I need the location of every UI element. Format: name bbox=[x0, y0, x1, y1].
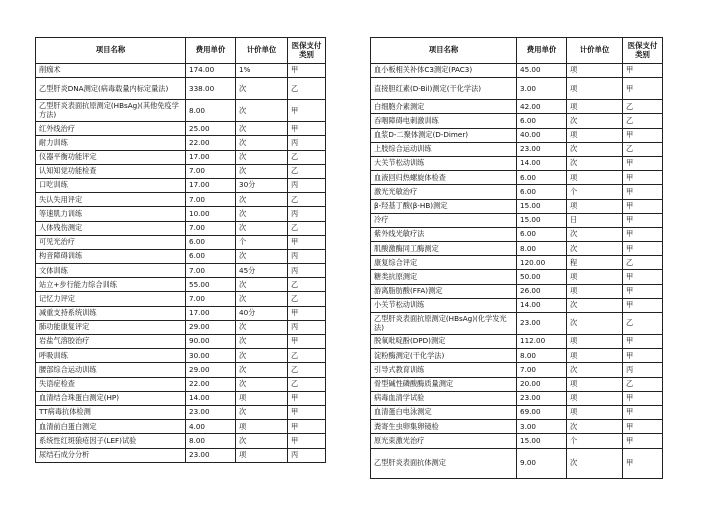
table-row bbox=[36, 78, 326, 100]
item-name-cell: 系统性红斑狼疮因子(LEF)试验 bbox=[36, 434, 186, 448]
item-name-cell: 削痂术 bbox=[36, 64, 186, 78]
item-name-cell: 尿结石成分分析 bbox=[36, 448, 186, 462]
table-row bbox=[371, 284, 663, 298]
table-row bbox=[36, 391, 326, 405]
table-row bbox=[36, 434, 326, 448]
item-name-cell: 乙型肝炎表面抗原测定(HBsAg)(其他免疫学方法) bbox=[36, 100, 186, 122]
pricing-unit-cell: 40分 bbox=[236, 306, 288, 320]
insurance-category-cell: 甲 bbox=[623, 405, 663, 419]
item-name-cell: 呼吸训练 bbox=[36, 349, 186, 363]
table-row bbox=[36, 122, 326, 136]
unit-price-cell: 17.00 bbox=[186, 306, 236, 320]
table-row bbox=[36, 100, 326, 122]
insurance-category-cell: 乙 bbox=[288, 193, 326, 207]
table-row bbox=[36, 64, 326, 78]
unit-price-cell: 69.00 bbox=[517, 405, 567, 419]
table-row bbox=[36, 193, 326, 207]
unit-price-cell: 42.00 bbox=[517, 100, 567, 114]
insurance-category-cell: 丙 bbox=[623, 363, 663, 377]
unit-price-cell: 7.00 bbox=[186, 264, 236, 278]
unit-price-cell: 6.00 bbox=[517, 227, 567, 241]
pricing-unit-cell: 项 bbox=[567, 284, 623, 298]
table-row bbox=[371, 114, 663, 128]
item-name-cell: 小关节松动训练 bbox=[371, 298, 517, 312]
item-name-cell: 岩盐气溶胶治疗 bbox=[36, 335, 186, 349]
table-row bbox=[371, 199, 663, 213]
insurance-category-cell: 甲 bbox=[288, 64, 326, 78]
left-fee-table bbox=[35, 37, 326, 463]
item-name-cell: 红外线治疗 bbox=[36, 122, 186, 136]
table-row bbox=[371, 213, 663, 227]
header-item-name: 项目名称 bbox=[36, 38, 186, 64]
pricing-unit-cell: 次 bbox=[236, 377, 288, 391]
insurance-category-cell: 甲 bbox=[623, 213, 663, 227]
table-row bbox=[36, 306, 326, 320]
item-name-cell: 记忆力评定 bbox=[36, 292, 186, 306]
insurance-category-cell: 乙 bbox=[288, 221, 326, 235]
unit-price-cell: 6.00 bbox=[517, 185, 567, 199]
pricing-unit-cell: 次 bbox=[567, 142, 623, 156]
unit-price-cell: 8.00 bbox=[517, 242, 567, 256]
item-name-cell: 吞咽障碍电刺激训练 bbox=[371, 114, 517, 128]
table-row bbox=[36, 377, 326, 391]
table-row bbox=[36, 164, 326, 178]
unit-price-cell: 15.00 bbox=[517, 213, 567, 227]
insurance-category-cell: 乙 bbox=[288, 363, 326, 377]
insurance-category-cell: 乙 bbox=[288, 292, 326, 306]
insurance-category-cell: 甲 bbox=[288, 335, 326, 349]
insurance-category-cell: 丙 bbox=[288, 136, 326, 150]
unit-price-cell: 23.00 bbox=[186, 405, 236, 419]
unit-price-cell: 3.00 bbox=[517, 420, 567, 434]
table-row bbox=[371, 363, 663, 377]
table-row bbox=[371, 313, 663, 335]
item-name-cell: 病毒血清学试验 bbox=[371, 391, 517, 405]
item-name-cell: 紫外线光敏疗法 bbox=[371, 227, 517, 241]
table-row bbox=[36, 335, 326, 349]
unit-price-cell: 25.00 bbox=[186, 122, 236, 136]
insurance-category-cell: 甲 bbox=[288, 434, 326, 448]
header-insurance-category: 医保支付类别 bbox=[288, 38, 326, 64]
item-name-cell: 康复综合评定 bbox=[371, 256, 517, 270]
unit-price-cell: 6.00 bbox=[186, 235, 236, 249]
pricing-unit-cell: 项 bbox=[567, 171, 623, 185]
table-row bbox=[36, 178, 326, 192]
table-row bbox=[36, 448, 326, 462]
item-name-cell: 原光束激光治疗 bbox=[371, 434, 517, 448]
insurance-category-cell: 乙 bbox=[288, 164, 326, 178]
pricing-unit-cell: 个 bbox=[236, 235, 288, 249]
header-item-name: 项目名称 bbox=[371, 38, 517, 64]
header-pricing-unit: 计价单位 bbox=[567, 38, 623, 64]
insurance-category-cell: 乙 bbox=[623, 313, 663, 335]
pricing-unit-cell: 项 bbox=[567, 78, 623, 100]
unit-price-cell: 4.00 bbox=[186, 420, 236, 434]
unit-price-cell: 14.00 bbox=[517, 156, 567, 170]
insurance-category-cell: 甲 bbox=[623, 448, 663, 478]
unit-price-cell: 7.00 bbox=[186, 292, 236, 306]
unit-price-cell: 26.00 bbox=[517, 284, 567, 298]
item-name-cell: 腰部综合运动训练 bbox=[36, 363, 186, 377]
pricing-unit-cell: 项 bbox=[236, 448, 288, 462]
table-row bbox=[36, 349, 326, 363]
insurance-category-cell: 乙 bbox=[288, 278, 326, 292]
insurance-category-cell: 乙 bbox=[623, 114, 663, 128]
header-insurance-category: 医保支付类别 bbox=[623, 38, 663, 64]
insurance-category-cell: 甲 bbox=[623, 227, 663, 241]
item-name-cell: 文体训练 bbox=[36, 264, 186, 278]
unit-price-cell: 14.00 bbox=[517, 298, 567, 312]
pricing-unit-cell: 项 bbox=[567, 391, 623, 405]
item-name-cell: 认知知觉功能检查 bbox=[36, 164, 186, 178]
unit-price-cell: 23.00 bbox=[517, 313, 567, 335]
item-name-cell: 激光光敏治疗 bbox=[371, 185, 517, 199]
insurance-category-cell: 乙 bbox=[288, 78, 326, 100]
pricing-unit-cell: 次 bbox=[236, 164, 288, 178]
item-name-cell: 淀粉酶测定(干化学法) bbox=[371, 349, 517, 363]
insurance-category-cell: 甲 bbox=[623, 434, 663, 448]
unit-price-cell: 6.00 bbox=[517, 171, 567, 185]
header-unit-price: 费用单价 bbox=[517, 38, 567, 64]
pricing-unit-cell: 30分 bbox=[236, 178, 288, 192]
table-header-row bbox=[36, 38, 326, 64]
pricing-unit-cell: 次 bbox=[236, 292, 288, 306]
pricing-unit-cell: 项 bbox=[567, 377, 623, 391]
item-name-cell: 耐力训练 bbox=[36, 136, 186, 150]
unit-price-cell: 45.00 bbox=[517, 64, 567, 78]
insurance-category-cell: 甲 bbox=[623, 391, 663, 405]
table-row bbox=[36, 221, 326, 235]
unit-price-cell: 8.00 bbox=[517, 349, 567, 363]
unit-price-cell: 40.00 bbox=[517, 128, 567, 142]
unit-price-cell: 7.00 bbox=[186, 221, 236, 235]
item-name-cell: 仪器平衡功能评定 bbox=[36, 150, 186, 164]
item-name-cell: 站立+步行能力综合训练 bbox=[36, 278, 186, 292]
unit-price-cell: 55.00 bbox=[186, 278, 236, 292]
insurance-category-cell: 乙 bbox=[288, 377, 326, 391]
pricing-unit-cell: 次 bbox=[236, 363, 288, 377]
table-row bbox=[36, 405, 326, 419]
insurance-category-cell: 甲 bbox=[623, 156, 663, 170]
item-name-cell: 等速肌力训练 bbox=[36, 207, 186, 221]
unit-price-cell: 29.00 bbox=[186, 363, 236, 377]
insurance-category-cell: 甲 bbox=[288, 420, 326, 434]
insurance-category-cell: 甲 bbox=[288, 405, 326, 419]
pricing-unit-cell: 次 bbox=[236, 221, 288, 235]
table-row bbox=[371, 335, 663, 349]
insurance-category-cell: 丙 bbox=[288, 264, 326, 278]
insurance-category-cell: 乙 bbox=[288, 150, 326, 164]
pricing-unit-cell: 次 bbox=[567, 420, 623, 434]
insurance-category-cell: 丙 bbox=[288, 320, 326, 334]
pricing-unit-cell: 45分 bbox=[236, 264, 288, 278]
insurance-category-cell: 甲 bbox=[623, 349, 663, 363]
insurance-category-cell: 甲 bbox=[623, 199, 663, 213]
insurance-category-cell: 甲 bbox=[288, 100, 326, 122]
table-row bbox=[371, 448, 663, 478]
table-row bbox=[36, 136, 326, 150]
insurance-category-cell: 甲 bbox=[623, 78, 663, 100]
table-row bbox=[371, 298, 663, 312]
right-fee-table bbox=[370, 37, 663, 479]
table-row bbox=[371, 142, 663, 156]
pricing-unit-cell: 次 bbox=[236, 335, 288, 349]
insurance-category-cell: 乙 bbox=[623, 377, 663, 391]
pricing-unit-cell: 项 bbox=[567, 335, 623, 349]
insurance-category-cell: 甲 bbox=[623, 298, 663, 312]
insurance-category-cell: 甲 bbox=[623, 185, 663, 199]
insurance-category-cell: 甲 bbox=[623, 270, 663, 284]
unit-price-cell: 6.00 bbox=[186, 249, 236, 263]
pricing-unit-cell: 次 bbox=[236, 207, 288, 221]
table-row bbox=[371, 185, 663, 199]
table-row bbox=[36, 320, 326, 334]
table-row bbox=[371, 420, 663, 434]
table-row bbox=[371, 128, 663, 142]
pricing-unit-cell: 次 bbox=[236, 349, 288, 363]
table-row bbox=[371, 227, 663, 241]
item-name-cell: 糖类抗原测定 bbox=[371, 270, 517, 284]
pricing-unit-cell: 项 bbox=[567, 100, 623, 114]
unit-price-cell: 8.00 bbox=[186, 434, 236, 448]
table-row bbox=[371, 100, 663, 114]
header-pricing-unit: 计价单位 bbox=[236, 38, 288, 64]
item-name-cell: 骨型碱性磷酸酶质量测定 bbox=[371, 377, 517, 391]
table-row bbox=[36, 207, 326, 221]
table-row bbox=[371, 156, 663, 170]
table-header-row bbox=[371, 38, 663, 64]
pricing-unit-cell: 次 bbox=[567, 242, 623, 256]
item-name-cell: 大关节松动训练 bbox=[371, 156, 517, 170]
pricing-unit-cell: 个 bbox=[567, 185, 623, 199]
unit-price-cell: 17.00 bbox=[186, 150, 236, 164]
pricing-unit-cell: 项 bbox=[567, 64, 623, 78]
pricing-unit-cell: 次 bbox=[236, 122, 288, 136]
table-row bbox=[371, 434, 663, 448]
table-row bbox=[371, 78, 663, 100]
pricing-unit-cell: 项 bbox=[567, 349, 623, 363]
pricing-unit-cell: 项 bbox=[567, 270, 623, 284]
item-name-cell: 血清蛋白电泳测定 bbox=[371, 405, 517, 419]
item-name-cell: 失认失用评定 bbox=[36, 193, 186, 207]
table-row bbox=[371, 377, 663, 391]
item-name-cell: 失语症检查 bbox=[36, 377, 186, 391]
unit-price-cell: 30.00 bbox=[186, 349, 236, 363]
pricing-unit-cell: 次 bbox=[567, 227, 623, 241]
unit-price-cell: 174.00 bbox=[186, 64, 236, 78]
item-name-cell: 血清前白蛋白测定 bbox=[36, 420, 186, 434]
unit-price-cell: 22.00 bbox=[186, 136, 236, 150]
table-row bbox=[371, 256, 663, 270]
unit-price-cell: 50.00 bbox=[517, 270, 567, 284]
unit-price-cell: 15.00 bbox=[517, 199, 567, 213]
item-name-cell: β-羟基丁酸(β-HB)测定 bbox=[371, 199, 517, 213]
insurance-category-cell: 甲 bbox=[623, 171, 663, 185]
item-name-cell: 血小板相关补体C3测定(PAC3) bbox=[371, 64, 517, 78]
item-name-cell: 乙型肝炎表面抗原测定(HBsAg)(化学发光法) bbox=[371, 313, 517, 335]
item-name-cell: 粪寄生虫卵集卵镜检 bbox=[371, 420, 517, 434]
insurance-category-cell: 甲 bbox=[288, 391, 326, 405]
pricing-unit-cell: 次 bbox=[236, 100, 288, 122]
unit-price-cell: 338.00 bbox=[186, 78, 236, 100]
insurance-category-cell: 乙 bbox=[623, 256, 663, 270]
item-name-cell: 血清结合珠蛋白测定(HP) bbox=[36, 391, 186, 405]
unit-price-cell: 20.00 bbox=[517, 377, 567, 391]
pricing-unit-cell: 项 bbox=[567, 199, 623, 213]
pricing-unit-cell: 次 bbox=[236, 150, 288, 164]
insurance-category-cell: 甲 bbox=[288, 235, 326, 249]
insurance-category-cell: 丙 bbox=[288, 207, 326, 221]
table-row bbox=[371, 391, 663, 405]
pricing-unit-cell: 程 bbox=[567, 256, 623, 270]
unit-price-cell: 8.00 bbox=[186, 100, 236, 122]
pricing-unit-cell: 项 bbox=[236, 420, 288, 434]
table-row bbox=[371, 405, 663, 419]
insurance-category-cell: 甲 bbox=[623, 128, 663, 142]
item-name-cell: 血液回归热螺旋体检查 bbox=[371, 171, 517, 185]
insurance-category-cell: 乙 bbox=[623, 142, 663, 156]
item-name-cell: 冷疗 bbox=[371, 213, 517, 227]
insurance-category-cell: 甲 bbox=[623, 335, 663, 349]
table-row bbox=[371, 242, 663, 256]
item-name-cell: 乙型肝炎表面抗体测定 bbox=[371, 448, 517, 478]
pricing-unit-cell: 次 bbox=[567, 363, 623, 377]
pricing-unit-cell: 次 bbox=[236, 78, 288, 100]
unit-price-cell: 17.00 bbox=[186, 178, 236, 192]
item-name-cell: 血浆D-二聚体测定(D-Dimer) bbox=[371, 128, 517, 142]
item-name-cell: 肺功能康复评定 bbox=[36, 320, 186, 334]
pricing-unit-cell: 次 bbox=[567, 114, 623, 128]
pricing-unit-cell: 次 bbox=[567, 156, 623, 170]
unit-price-cell: 7.00 bbox=[186, 193, 236, 207]
insurance-category-cell: 甲 bbox=[623, 420, 663, 434]
insurance-category-cell: 甲 bbox=[288, 306, 326, 320]
insurance-category-cell: 丙 bbox=[288, 448, 326, 462]
unit-price-cell: 23.00 bbox=[517, 391, 567, 405]
unit-price-cell: 3.00 bbox=[517, 78, 567, 100]
table-row bbox=[36, 278, 326, 292]
table-row bbox=[36, 264, 326, 278]
pricing-unit-cell: 次 bbox=[567, 298, 623, 312]
insurance-category-cell: 丙 bbox=[288, 249, 326, 263]
unit-price-cell: 6.00 bbox=[517, 114, 567, 128]
unit-price-cell: 120.00 bbox=[517, 256, 567, 270]
pricing-unit-cell: 次 bbox=[567, 448, 623, 478]
item-name-cell: 白细胞介素测定 bbox=[371, 100, 517, 114]
pricing-unit-cell: 1% bbox=[236, 64, 288, 78]
table-row bbox=[371, 64, 663, 78]
unit-price-cell: 10.00 bbox=[186, 207, 236, 221]
pricing-unit-cell: 个 bbox=[567, 434, 623, 448]
pricing-unit-cell: 次 bbox=[236, 434, 288, 448]
header-unit-price: 费用单价 bbox=[186, 38, 236, 64]
item-name-cell: 乙型肝炎DNA测定(病毒载量内标定量法) bbox=[36, 78, 186, 100]
table-row bbox=[36, 363, 326, 377]
item-name-cell: 可见光治疗 bbox=[36, 235, 186, 249]
insurance-category-cell: 乙 bbox=[288, 349, 326, 363]
item-name-cell: 口吃训练 bbox=[36, 178, 186, 192]
unit-price-cell: 23.00 bbox=[517, 142, 567, 156]
pricing-unit-cell: 项 bbox=[567, 405, 623, 419]
table-row bbox=[371, 270, 663, 284]
item-name-cell: 减重支持系统训练 bbox=[36, 306, 186, 320]
pricing-unit-cell: 次 bbox=[236, 193, 288, 207]
item-name-cell: 引导式教育训练 bbox=[371, 363, 517, 377]
insurance-category-cell: 丙 bbox=[288, 178, 326, 192]
pricing-unit-cell: 项 bbox=[236, 391, 288, 405]
insurance-category-cell: 甲 bbox=[623, 64, 663, 78]
insurance-category-cell: 甲 bbox=[288, 122, 326, 136]
pricing-unit-cell: 次 bbox=[567, 313, 623, 335]
item-name-cell: 肌酸激酶同工酶测定 bbox=[371, 242, 517, 256]
table-row bbox=[371, 171, 663, 185]
pricing-unit-cell: 项 bbox=[567, 128, 623, 142]
table-row bbox=[36, 235, 326, 249]
item-name-cell: 上肢综合运动训练 bbox=[371, 142, 517, 156]
pricing-unit-cell: 次 bbox=[236, 278, 288, 292]
unit-price-cell: 23.00 bbox=[186, 448, 236, 462]
table-row bbox=[36, 420, 326, 434]
unit-price-cell: 7.00 bbox=[517, 363, 567, 377]
table-row bbox=[36, 292, 326, 306]
unit-price-cell: 29.00 bbox=[186, 320, 236, 334]
insurance-category-cell: 甲 bbox=[623, 242, 663, 256]
item-name-cell: 人体残伤测定 bbox=[36, 221, 186, 235]
table-row bbox=[371, 349, 663, 363]
item-name-cell: 构音障碍训练 bbox=[36, 249, 186, 263]
unit-price-cell: 112.00 bbox=[517, 335, 567, 349]
table-row bbox=[36, 150, 326, 164]
pricing-unit-cell: 次 bbox=[236, 136, 288, 150]
unit-price-cell: 9.00 bbox=[517, 448, 567, 478]
table-row bbox=[36, 249, 326, 263]
insurance-category-cell: 甲 bbox=[623, 284, 663, 298]
pricing-unit-cell: 次 bbox=[236, 249, 288, 263]
item-name-cell: 脱氧吡啶酚(DPD)测定 bbox=[371, 335, 517, 349]
insurance-category-cell: 乙 bbox=[623, 100, 663, 114]
pricing-unit-cell: 次 bbox=[236, 320, 288, 334]
unit-price-cell: 15.00 bbox=[517, 434, 567, 448]
pricing-unit-cell: 次 bbox=[236, 405, 288, 419]
item-name-cell: 游离脂肪酸(FFA)测定 bbox=[371, 284, 517, 298]
unit-price-cell: 22.00 bbox=[186, 377, 236, 391]
item-name-cell: 直接胆红素(D-Bil)测定(干化学法) bbox=[371, 78, 517, 100]
item-name-cell: TT病毒抗体检测 bbox=[36, 405, 186, 419]
unit-price-cell: 90.00 bbox=[186, 335, 236, 349]
unit-price-cell: 14.00 bbox=[186, 391, 236, 405]
pricing-unit-cell: 日 bbox=[567, 213, 623, 227]
unit-price-cell: 7.00 bbox=[186, 164, 236, 178]
